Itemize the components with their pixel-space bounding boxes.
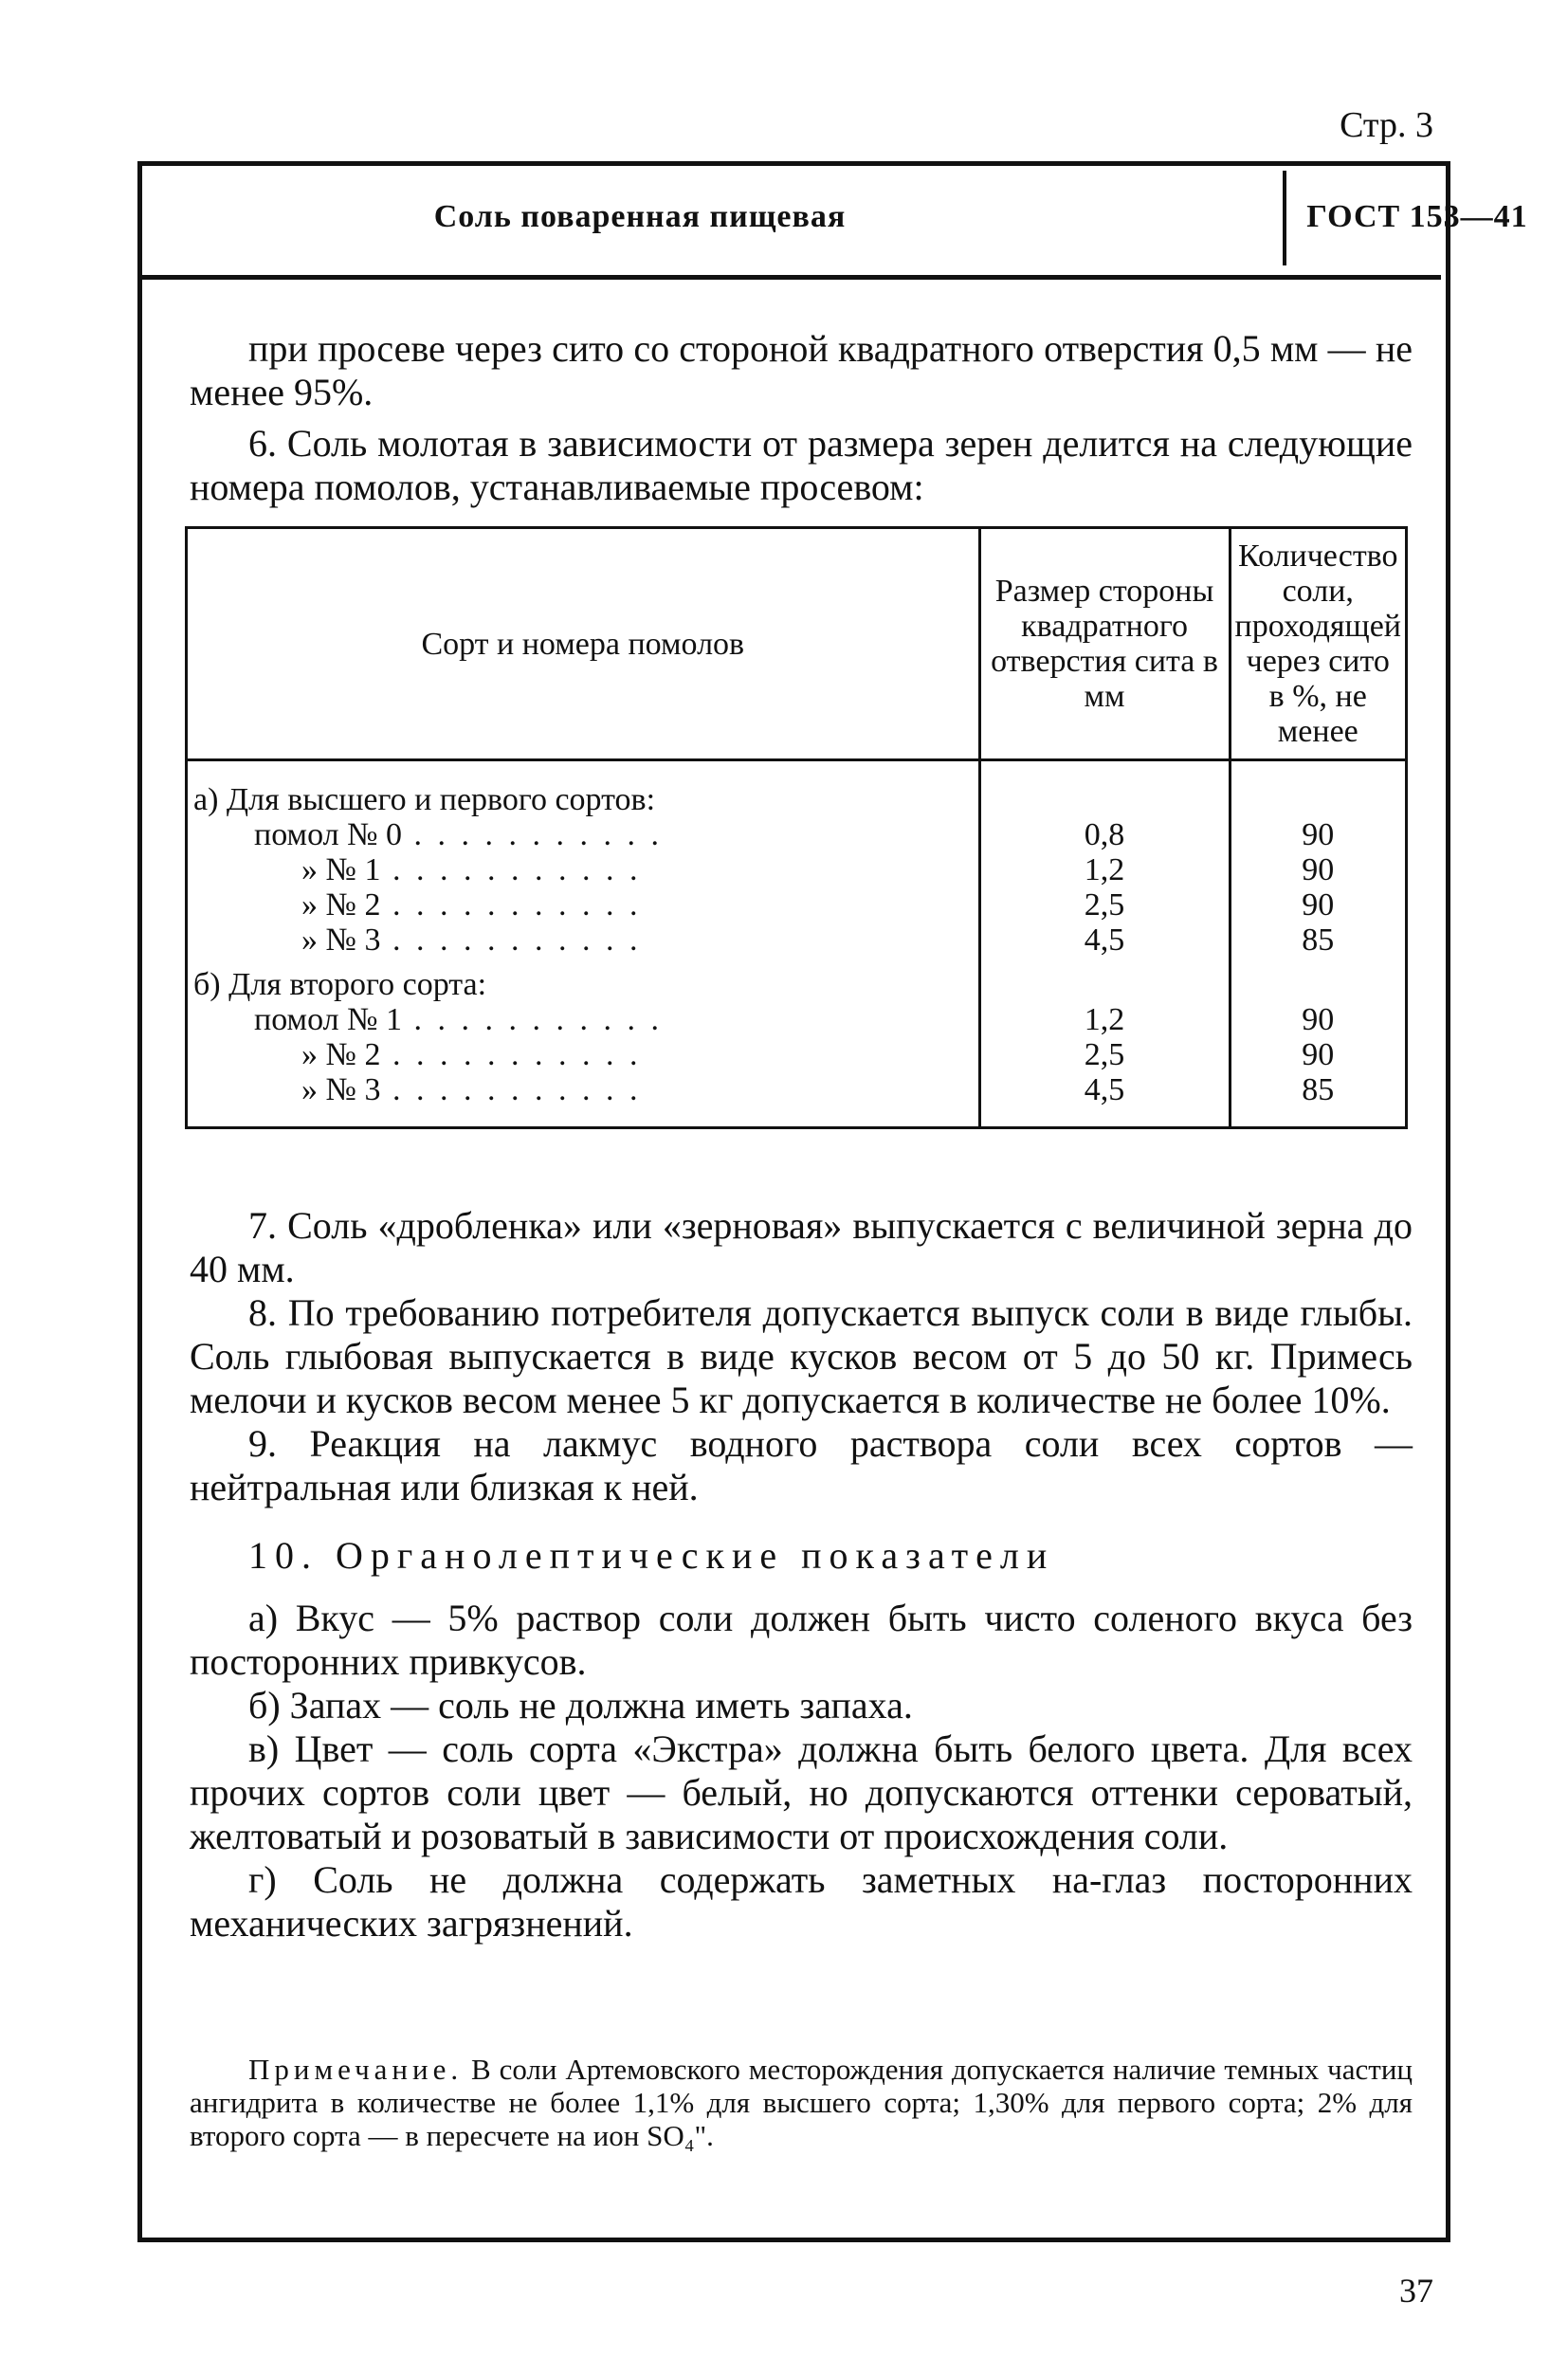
row-label (187, 852, 980, 887)
paragraph-impurities: г) Соль не должна содержать заметных на-глаз посторонних механических загрязнений. (190, 1858, 1413, 1945)
paragraph-taste: а) Вкус — 5% раствор соли должен быть чисто соленого вкуса без посторонних привкусов. (190, 1597, 1413, 1683)
row-amount (1230, 760, 1406, 818)
row-amount (1230, 958, 1406, 1002)
paragraph-6: 6. Соль молотая в зависимости от размера зерен делится на следующие номера помолов, устанавливаемые просевом: (190, 422, 1413, 508)
row-amount: 90 (1230, 1002, 1406, 1037)
leader-dots: . . . . . . . . . . . (380, 1072, 642, 1107)
row-size: 4,5 (979, 923, 1230, 958)
paragraph-7: 7. Соль «дробленка» или «зерновая» выпускается с величиной зерна до 40 мм. (190, 1204, 1413, 1290)
table-header-row (187, 528, 1407, 760)
table-row (187, 817, 1407, 852)
row-amount: 90 (1230, 1037, 1406, 1072)
paragraph-smell: б) Запах — соль не должна иметь запаха. (248, 1684, 913, 1726)
note-block (190, 2053, 1413, 2152)
row-label-text: » № 3 (301, 1072, 381, 1107)
document-header (142, 166, 1528, 280)
page-number-top: Стр. 3 (1340, 105, 1433, 145)
leader-dots: . . . . . . . . . . . (402, 817, 664, 852)
row-size: 2,5 (979, 887, 1230, 923)
row-size: 2,5 (979, 1037, 1230, 1072)
row-size (979, 958, 1230, 1002)
row-label (187, 1002, 980, 1037)
note-paragraph (190, 2053, 1413, 2152)
paragraph-9: 9. Реакция на лакмус водного раствора соли всех сортов — нейтральная или близкая к ней. (190, 1422, 1413, 1508)
table-row (187, 1002, 1407, 1037)
grind-table (185, 526, 1408, 1129)
paragraph-color: в) Цвет — соль сорта «Экстра» должна быть белого цвета. Для всех прочих сортов соли цвет — белый, но допускаются оттенки сероватый, желтоватый и розоватый в зависимости от происхождения соли. (190, 1727, 1413, 1857)
row-label-text: » № 3 (301, 923, 381, 958)
row-amount: 90 (1230, 852, 1406, 887)
table-row (187, 1037, 1407, 1072)
row-label-text: помол № 0 (254, 817, 403, 852)
header-divider (1283, 171, 1286, 265)
gost-number: ГОСТ 153—41 (1306, 199, 1528, 234)
leader-dots: . . . . . . . . . . . (380, 1037, 642, 1072)
table-row (187, 852, 1407, 887)
row-amount: 85 (1230, 923, 1406, 958)
row-label (187, 1072, 980, 1128)
row-amount: 90 (1230, 887, 1406, 923)
table-row (187, 760, 1407, 818)
leader-dots: . . . . . . . . . . . (380, 923, 642, 958)
section-heading-organoleptic: 10. Органолептические показатели (248, 1534, 1055, 1577)
page-number-bottom: 37 (1399, 2272, 1433, 2310)
row-label: а) Для высшего и первого сортов: (187, 760, 980, 818)
header-amount: Количество соли, проходящей через сито в %, не менее (1230, 528, 1406, 760)
row-size: 1,2 (979, 1002, 1230, 1037)
table-row (187, 887, 1407, 923)
row-label: б) Для второго сорта: (187, 958, 980, 1002)
row-amount: 85 (1230, 1072, 1406, 1128)
row-amount: 90 (1230, 817, 1406, 852)
row-label-text: » № 1 (301, 852, 381, 887)
table-row (187, 923, 1407, 958)
row-size: 0,8 (979, 817, 1230, 852)
paragraph-8: 8. По требованию потребителя допускается выпуск соли в виде глыбы. Соль глыбовая выпускается в виде кусков весом от 5 до 50 кг. Примесь мелочи и кусков весом менее 5 кг допускается в количестве не более 10%. (190, 1291, 1413, 1421)
row-label (187, 887, 980, 923)
note-text: В соли Артемовского месторождения допускается наличие темных частиц ангидрита в количестве не более 1,1% для высшего сорта; 1,30% для первого сорта; 2% для второго сорта — в пересчете на ион SO₄". (190, 2053, 1413, 2152)
header-size: Размер стороны квадратного отверстия сита в мм (979, 528, 1230, 760)
row-label (187, 923, 980, 958)
row-label (187, 1037, 980, 1072)
intro-text (190, 327, 1413, 509)
row-size: 4,5 (979, 1072, 1230, 1128)
leader-dots: . . . . . . . . . . . (380, 887, 642, 923)
row-label-text: помол № 1 (254, 1002, 403, 1037)
row-label (187, 817, 980, 852)
specifications-text (190, 1204, 1413, 1946)
row-size (979, 760, 1230, 818)
leader-dots: . . . . . . . . . . . (380, 852, 642, 887)
header-grade: Сорт и номера помолов (187, 528, 980, 760)
table-row (187, 958, 1407, 1002)
paragraph-sieve: при просеве через сито со стороной квадратного отверстия 0,5 мм — не менее 95%. (190, 327, 1413, 413)
table-row (187, 1072, 1407, 1128)
note-label: Примечание. (248, 2053, 464, 2086)
leader-dots: . . . . . . . . . . . (402, 1002, 664, 1037)
row-size: 1,2 (979, 852, 1230, 887)
row-label-text: » № 2 (301, 887, 381, 923)
row-label-text: » № 2 (301, 1037, 381, 1072)
document-title: Соль поваренная пищевая (433, 199, 847, 234)
